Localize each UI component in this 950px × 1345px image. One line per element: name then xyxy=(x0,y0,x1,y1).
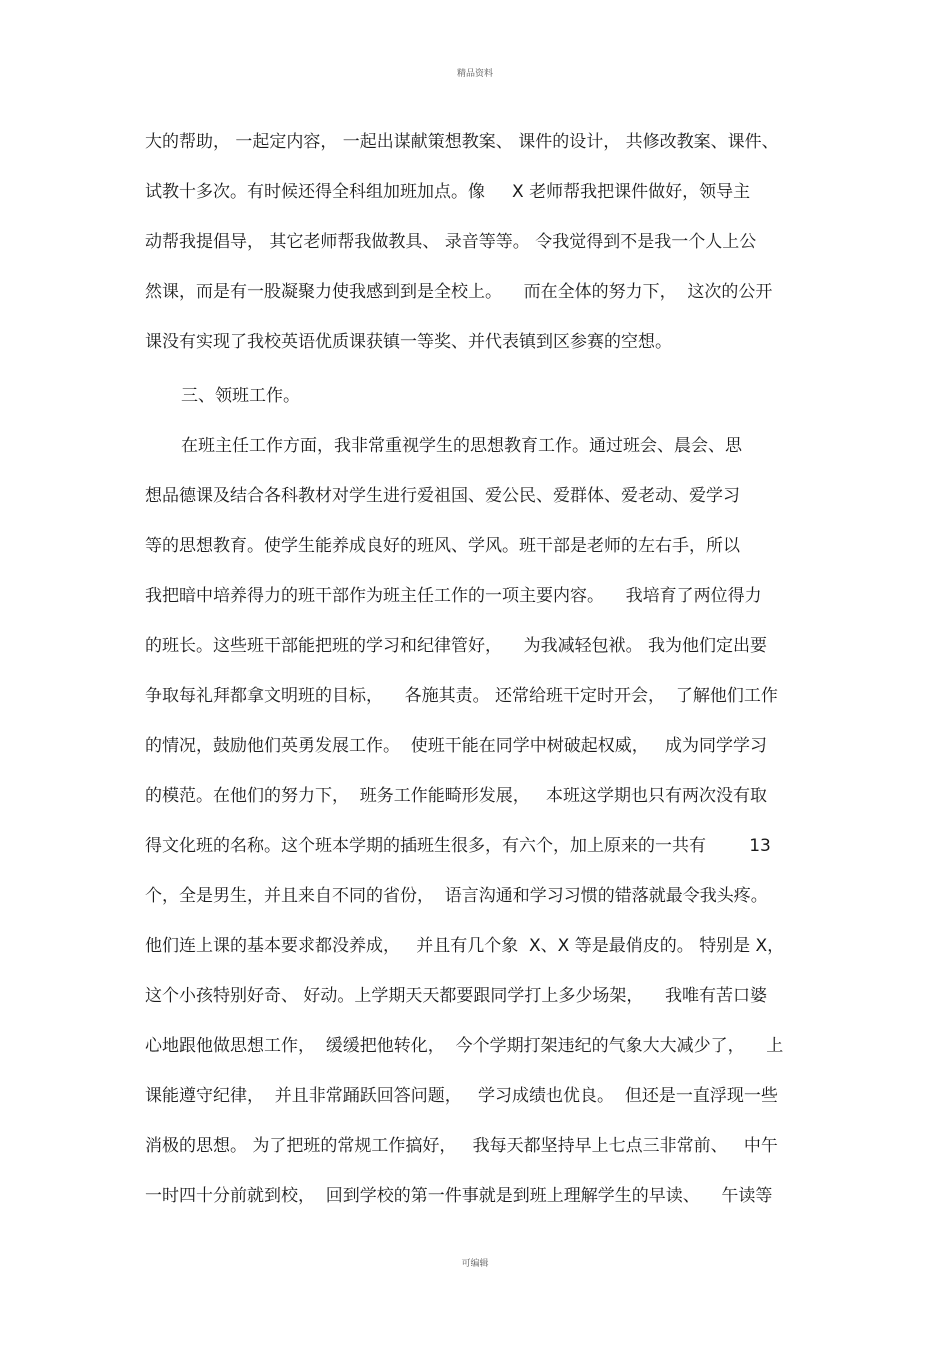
body-line: 的班长。这些班干部能把班的学习和纪律管好， 为我减轻包袱。 我为他们定出要 xyxy=(145,636,768,656)
page-header-mark: 精品资料 xyxy=(456,69,493,79)
body-line: 消极的思想。 为了把班的常规工作搞好， 我每天都坚持早上七点三非常前、 中午 xyxy=(145,1136,778,1156)
body-line: 个，全是男生，并且来自不同的省份， 语言沟通和学习习惯的错落就最令我头疼。 xyxy=(145,886,768,906)
body-line: 课没有实现了我校英语优质课获镇一等奖、并代表镇到区参赛的空想。 xyxy=(145,332,672,352)
body-line: 这个小孩特别好奇、 好动。上学期天天都要跟同学打上多少场架， 我唯有苦口婆 xyxy=(145,986,768,1006)
body-line: 的情况，鼓励他们英勇发展工作。 使班干能在同学中树破起权威， 成为同学学习 xyxy=(145,736,768,756)
body-line: 课能遵守纪律， 并且非常踊跃回答问题， 学习成绩也优良。 但还是一直浮现一些 xyxy=(145,1086,778,1106)
body-line: 心地跟他做思想工作， 缓缓把他转化， 今个学期打架违纪的气象大大减少了， 上 xyxy=(145,1036,784,1056)
body-line: 他们连上课的基本要求都没养成， 并且有几个象 X、X 等是最俏皮的。 特别是 X， xyxy=(145,936,785,956)
body-line: 然课，而是有一股凝聚力使我感到到是全校上。 而在全体的努力下， 这次的公开 xyxy=(145,282,773,302)
body-line: 争取每礼拜都拿文明班的目标， 各施其责。 还常给班干定时开会， 了解他们工作 xyxy=(145,686,778,706)
body-line: 想品德课及结合各科教材对学生进行爱祖国、爱公民、爱群体、爱老动、爱学习 xyxy=(145,486,740,506)
page-footer-mark: 可编辑 xyxy=(461,1259,489,1269)
body-line: 试教十多次。有时候还得全科组加班加点。像 X 老师帮我把课件做好，领导主 xyxy=(145,182,751,202)
document-body xyxy=(145,125,810,1229)
section-heading: 三、领班工作。 xyxy=(181,386,300,406)
body-line: 等的思想教育。使学生能养成良好的班风、学风。班干部是老师的左右手，所以 xyxy=(145,536,740,556)
body-line: 动帮我提倡导， 其它老师帮我做教具、 录音等等。 令我觉得到不是我一个人上公 xyxy=(145,232,757,252)
body-line: 一时四十分前就到校， 回到学校的第一件事就是到班上理解学生的早读、 午读等 xyxy=(145,1186,773,1206)
body-line: 大的帮助， 一起定内容， 一起出谋献策想教案、 课件的设计， 共修改教案、课件、 xyxy=(145,132,779,152)
body-line: 我把暗中培养得力的班干部作为班主任工作的一项主要内容。 我培育了两位得力 xyxy=(145,586,762,606)
body-line: 得文化班的名称。这个班本学期的插班生很多，有六个，加上原来的一共有 13 xyxy=(145,836,771,856)
body-line: 的模范。在他们的努力下， 班务工作能畸形发展， 本班这学期也只有两次没有取 xyxy=(145,786,768,806)
body-line: 在班主任工作方面，我非常重视学生的思想教育工作。通过班会、晨会、思 xyxy=(181,436,742,456)
